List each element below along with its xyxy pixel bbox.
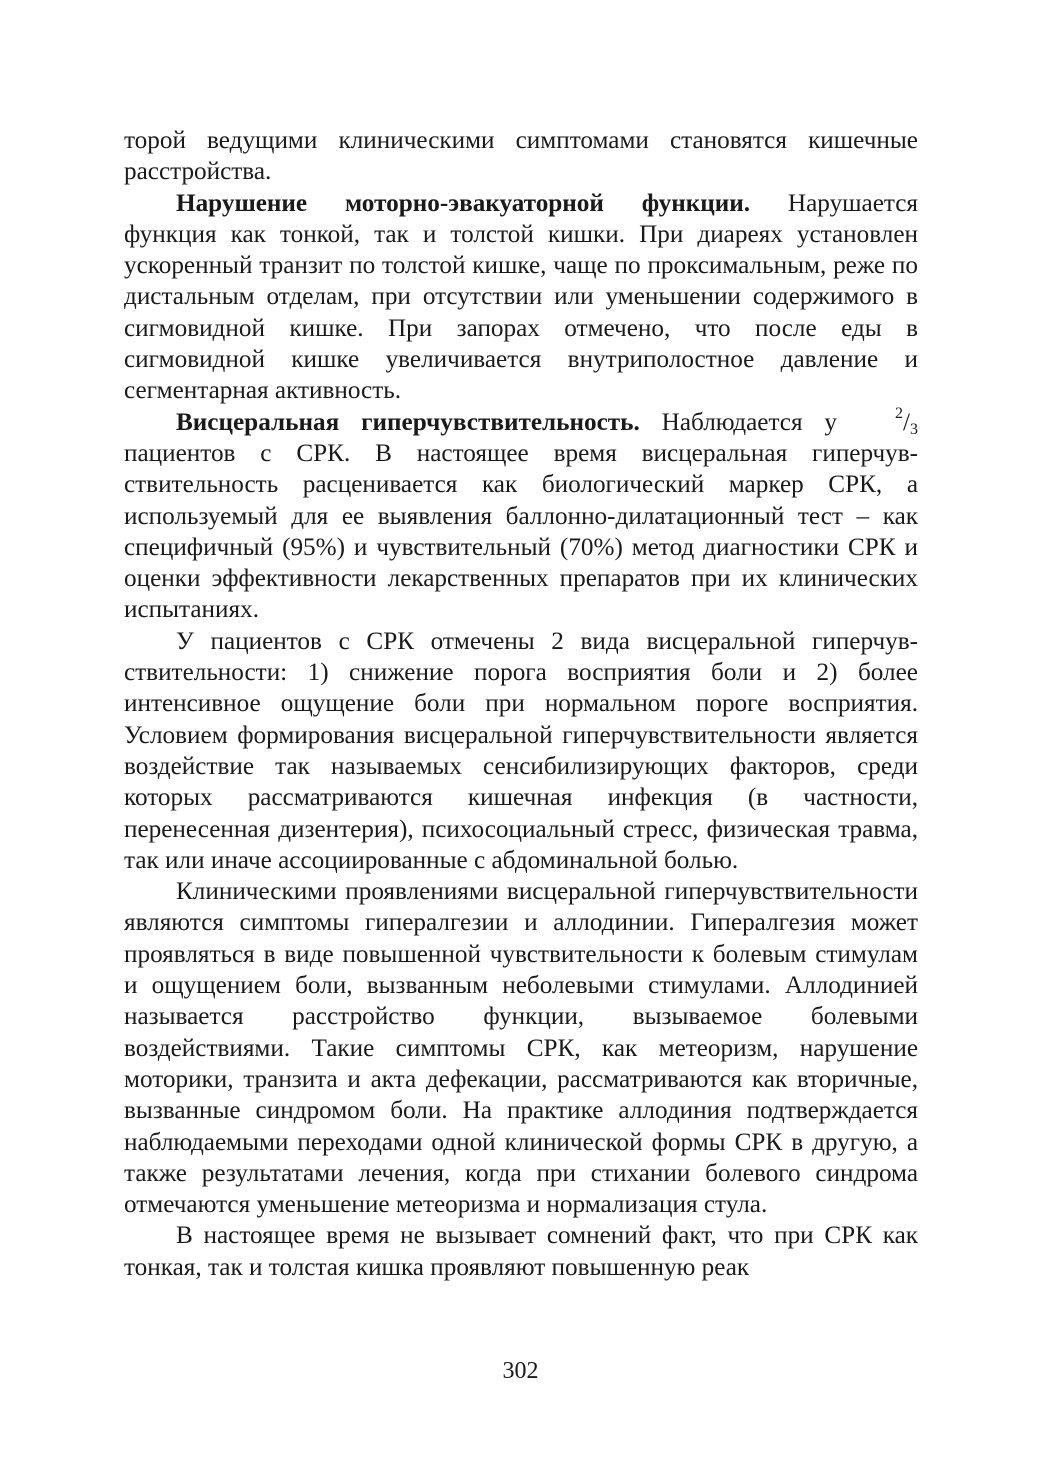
section-heading-visceral-hypersensitivity: Висцеральная гиперчувствительность. xyxy=(176,408,640,436)
paragraph-continuation: торой ведущими клиническими симптомами становятся кишечные расстройства. xyxy=(124,127,918,186)
page-number: 302 xyxy=(502,1358,539,1384)
section-heading-motor-function: Нарушение моторно-эвакуаторной функции. xyxy=(176,189,751,217)
fraction-two-thirds xyxy=(843,404,918,438)
paragraph-clinical-manifestations: Клиническими проявлениями висцеральной гиперчувствительности являются симптомы гипералгезии и аллодинии. Гипералгезия может проявляться в виде повышенной чувствительности к болевым стимулам и ощущением боли, вызванным неболевыми стимулами. Аллодинией называется расстройство функции, вызываемое болевыми воздействиями. Такие симптомы СРК, как метеоризм, нарушение моторики, транзита и акта дефекации, рассматриваются как вторичные, вызванные синдромом боли. На практике аллодиния подтверждается наблюдаемыми переходами одной клинической формы СРК в другую, а также результатами лечения, когда при стихании болевого синдрома отмечаются уменьшение метеоризма и нормализация стула. xyxy=(124,878,918,1219)
fraction-slash: / xyxy=(903,408,910,436)
fraction-denominator: 3 xyxy=(909,420,918,438)
paragraph-types: У пациентов с СРК отмечены 2 вида висцеральной гиперчувствительности: 1) снижение порога восприятия боли и 2) более интенсивное ощущение боли при нормальном пороге восприятия. Условием формирования висцеральной гиперчувствительности является воздействие так называемых сенсибилизирующих факторов, среди которых рассматриваются кишечная инфекция (в частности, перенесенная дизентерия), психосоциальный стресс, физическая травма, так или иначе ассоциированные с абдоминальной болью. xyxy=(124,627,918,874)
paragraph-continued: В настоящее время не вызывает сомнений факт, что при СРК как тонкая, так и толстая кишка проявляют повышенную реак xyxy=(124,1222,918,1281)
paragraph-text: Нарушается функция как тонкой, так и толстой кишки. При диареях установлен ускоренный транзит по толстой кишке, чаще по проксимальным, реже по дистальным отделам, при отсутствии или уменьшении содержимого в сигмовидной кишке. При запорах отмечено, что после еды в сигмовидной кишке увеличивается внутриполостное давление и сегментарная активность. xyxy=(124,189,918,405)
paragraph-visceral-hypersensitivity xyxy=(124,404,918,626)
paragraph-text: Наблюдается у xyxy=(639,408,838,436)
page-body xyxy=(124,125,918,1283)
fraction-numerator: 2 xyxy=(895,404,904,422)
paragraph-motor-function xyxy=(124,188,918,407)
paragraph-text: пациентов с СРК. В настоящее время висцеральная гиперчувствительность расценивается как биологический маркер СРК, а используемый для ее выявления баллонно-дилатационный тест – как специфичный (95%) и чувствительный (70%) метод диагностики СРК и оценки эффективности лекарственных препаратов при их клинических испытаниях. xyxy=(124,439,918,624)
